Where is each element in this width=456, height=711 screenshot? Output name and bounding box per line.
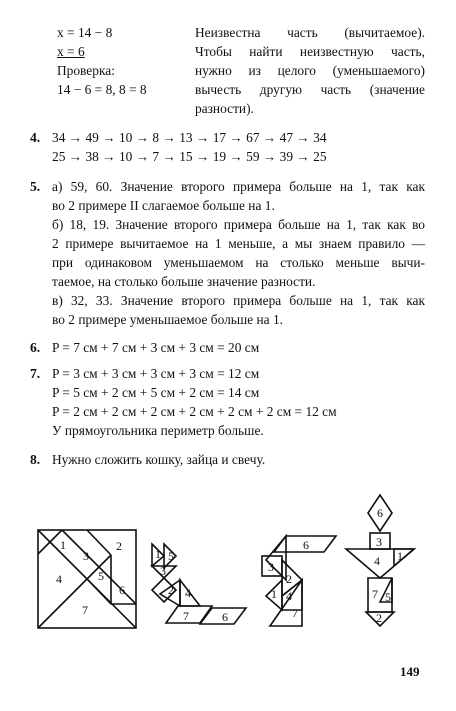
task-number: 8. <box>30 452 41 467</box>
piece-label: 2 <box>376 611 382 625</box>
answer-line: 2 примере вычитаемое на 1 меньше, а мы знаем правило — <box>52 236 425 251</box>
tangram-figures <box>0 480 456 640</box>
answer-line: таемое, на столько больше значение разности. <box>52 274 316 289</box>
perimeter-line: P = 7 см + 7 см + 3 см + 3 см = 20 см <box>52 340 260 355</box>
piece-label: 1 <box>60 538 66 552</box>
conclusion-line: У прямоугольника периметр больше. <box>52 423 264 438</box>
piece-label: 5 <box>98 569 104 583</box>
answer-line: б) 18, 19. Значение второго примера больше на 1, так как во <box>52 217 425 232</box>
check-label: Проверка: <box>57 63 115 78</box>
tangram-cat <box>152 544 246 624</box>
piece-label: 5 <box>385 590 391 604</box>
piece-label: 1 <box>155 547 161 561</box>
piece-label: 7 <box>82 603 88 617</box>
equation-answer: x = 6 <box>57 44 85 59</box>
piece-label: 4 <box>185 586 191 600</box>
perimeter-line: P = 5 см + 2 см + 5 см + 2 см = 14 см <box>52 385 260 400</box>
answer-line: при одинаковом уменьшаемом на столько меньше вычи- <box>52 255 425 270</box>
task-number: 5. <box>30 179 41 194</box>
rule-line: вычесть другую часть (значение <box>195 82 425 97</box>
piece-label: 3 <box>160 564 166 578</box>
piece-label: 4 <box>286 589 292 603</box>
answer-line: а) 59, 60. Значение второго примера больше на 1, так как <box>52 179 425 194</box>
piece-label: 1 <box>271 587 277 601</box>
piece-label: 2 <box>286 572 292 586</box>
rule-line: Неизвестна часть (вычитаемое). <box>195 25 425 40</box>
task-number: 7. <box>30 366 41 381</box>
piece-label: 7 <box>183 609 189 623</box>
piece-label: 6 <box>377 506 383 520</box>
page-number: 149 <box>400 664 420 679</box>
piece-label: 7 <box>372 587 378 601</box>
chain-line: 25 → 38 → 10 → 7 → 15 → 19 → 59 → 39 → 25 <box>52 149 327 164</box>
piece-label: 3 <box>376 535 382 549</box>
perimeter-line: P = 3 см + 3 см + 3 см + 3 см = 12 см <box>52 366 260 381</box>
piece-label: 3 <box>268 560 274 574</box>
rule-line: нужно из целого (уменьшаемого) <box>195 63 425 78</box>
piece-label: 2 <box>168 583 174 597</box>
chain-line: 34 → 49 → 10 → 8 → 13 → 17 → 67 → 47 → 34 <box>52 130 327 145</box>
equation-line: x = 14 − 8 <box>57 25 113 40</box>
piece-label: 7 <box>292 606 298 620</box>
piece-label: 5 <box>168 549 174 563</box>
piece-label: 6 <box>119 583 125 597</box>
task-number: 6. <box>30 340 41 355</box>
piece-label: 1 <box>397 549 403 563</box>
check-line: 14 − 6 = 8, 8 = 8 <box>57 82 147 97</box>
piece-label: 6 <box>222 610 228 624</box>
rule-line: разности). <box>195 101 254 116</box>
piece-label: 4 <box>56 572 62 586</box>
answer-line: во 2 примере уменьшаемое больше на 1. <box>52 312 284 327</box>
answer-line: во 2 примере II слагаемое больше на 1. <box>52 198 275 213</box>
rule-line: Чтобы найти неизвестную часть, <box>195 44 425 59</box>
task-line: Нужно сложить кошку, зайца и свечу. <box>52 452 266 467</box>
task-number: 4. <box>30 130 41 145</box>
piece-label: 4 <box>374 554 380 568</box>
perimeter-line: P = 2 см + 2 см + 2 см + 2 см + 2 см + 2 см = 12 см <box>52 404 337 419</box>
tangram-rabbit <box>262 536 336 626</box>
piece-label: 3 <box>83 549 89 563</box>
piece-label: 6 <box>303 538 309 552</box>
piece-label: 2 <box>116 539 122 553</box>
answer-line: в) 32, 33. Значение второго примера больше на 1, так как <box>52 293 425 308</box>
